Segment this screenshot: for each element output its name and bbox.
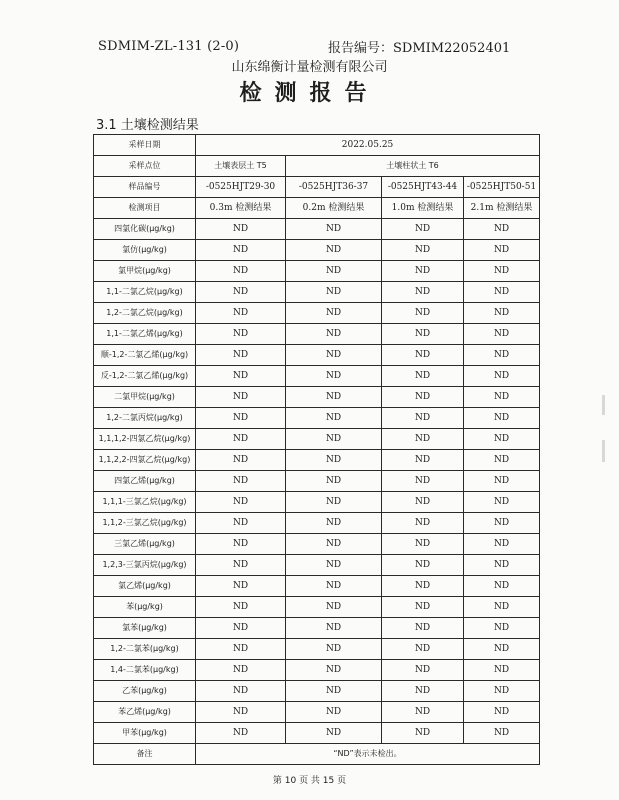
table-row <box>94 555 540 576</box>
result-value: ND <box>464 513 540 534</box>
table-row <box>94 723 540 744</box>
result-value: ND <box>196 429 286 450</box>
result-value: ND <box>286 723 382 744</box>
result-value: ND <box>196 618 286 639</box>
result-value: ND <box>286 702 382 723</box>
result-value: ND <box>464 597 540 618</box>
result-value: ND <box>464 660 540 681</box>
table-row <box>94 471 540 492</box>
report-number: 报告编号：SDMIM22052401 <box>328 41 511 56</box>
table-row <box>94 618 540 639</box>
result-value: ND <box>464 345 540 366</box>
scan-edge-mark <box>602 395 605 415</box>
result-value: ND <box>382 261 464 282</box>
result-value: ND <box>196 282 286 303</box>
result-value: ND <box>464 723 540 744</box>
table-row <box>94 408 540 429</box>
header-row-date <box>94 135 540 156</box>
header-row-sample-no <box>94 177 540 198</box>
result-value: ND <box>196 576 286 597</box>
result-value: ND <box>382 702 464 723</box>
result-value: ND <box>464 324 540 345</box>
table-row <box>94 639 540 660</box>
result-value: ND <box>382 345 464 366</box>
result-value: ND <box>196 387 286 408</box>
result-value: ND <box>464 639 540 660</box>
item-name: 氯乙烯(μg/kg) <box>94 576 196 597</box>
item-name: 1,4-二氯苯(μg/kg) <box>94 660 196 681</box>
result-value: ND <box>286 240 382 261</box>
item-name: 1,1,1-三氯乙烷(μg/kg) <box>94 492 196 513</box>
result-value: ND <box>286 639 382 660</box>
document-code: SDMIM-ZL-131 (2-0) <box>98 39 240 54</box>
sampling-date: 2022.05.25 <box>196 135 540 156</box>
row-label-point: 采样点位 <box>94 156 196 177</box>
table-row <box>94 240 540 261</box>
result-value: ND <box>196 303 286 324</box>
sample-number: -0525HJT29-30 <box>196 177 286 198</box>
result-value: ND <box>464 702 540 723</box>
soil-results-table <box>93 134 540 765</box>
item-name: 1,1-二氯乙烷(μg/kg) <box>94 282 196 303</box>
result-value: ND <box>382 366 464 387</box>
result-value: ND <box>382 555 464 576</box>
item-name: 氯甲烷(μg/kg) <box>94 261 196 282</box>
row-label-remark: 备注 <box>94 744 196 765</box>
remark-text: “ND”表示未检出。 <box>196 744 540 765</box>
section-title: 3.1 土壤检测结果 <box>96 118 199 133</box>
result-value: ND <box>286 681 382 702</box>
table-row <box>94 324 540 345</box>
result-value: ND <box>196 492 286 513</box>
item-name: 1,2-二氯苯(μg/kg) <box>94 639 196 660</box>
result-value: ND <box>196 702 286 723</box>
result-value: ND <box>286 303 382 324</box>
result-value: ND <box>286 513 382 534</box>
result-value: ND <box>382 219 464 240</box>
result-value: ND <box>464 471 540 492</box>
item-name: 顺-1,2-二氯乙烯(μg/kg) <box>94 345 196 366</box>
result-value: ND <box>382 723 464 744</box>
result-value: ND <box>382 387 464 408</box>
result-value: ND <box>464 681 540 702</box>
result-value: ND <box>382 597 464 618</box>
item-name: 1,2-二氯丙烷(μg/kg) <box>94 408 196 429</box>
result-value: ND <box>196 324 286 345</box>
result-value: ND <box>382 513 464 534</box>
table-row <box>94 534 540 555</box>
result-value: ND <box>286 408 382 429</box>
item-name: 1,2,3-三氯丙烷(μg/kg) <box>94 555 196 576</box>
table-row <box>94 576 540 597</box>
result-value: ND <box>196 345 286 366</box>
item-name: 三氯乙烯(μg/kg) <box>94 534 196 555</box>
page-footer: 第 10 页 共 15 页 <box>272 776 347 786</box>
result-value: ND <box>382 618 464 639</box>
table-row <box>94 219 540 240</box>
result-value: ND <box>286 660 382 681</box>
table-row <box>94 261 540 282</box>
result-value: ND <box>286 345 382 366</box>
result-value: ND <box>196 660 286 681</box>
result-value: ND <box>382 471 464 492</box>
table-row <box>94 597 540 618</box>
row-label-sample-no: 样品编号 <box>94 177 196 198</box>
result-value: ND <box>196 408 286 429</box>
result-value: ND <box>286 534 382 555</box>
row-label-item: 检测项目 <box>94 198 196 219</box>
result-value: ND <box>196 597 286 618</box>
row-label-date: 采样日期 <box>94 135 196 156</box>
table-row <box>94 303 540 324</box>
result-value: ND <box>196 534 286 555</box>
item-name: 1,1,2-三氯乙烷(μg/kg) <box>94 513 196 534</box>
company-name: 山东绵衡计量检测有限公司 <box>231 60 388 75</box>
result-value: ND <box>196 240 286 261</box>
sampling-point-t6: 土壤柱状土 T6 <box>286 156 540 177</box>
item-name: 四氯化碳(μg/kg) <box>94 219 196 240</box>
item-name: 氯苯(μg/kg) <box>94 618 196 639</box>
sample-number: -0525HJT50-51 <box>464 177 540 198</box>
result-header: 2.1m 检测结果 <box>464 198 540 219</box>
scan-edge-mark <box>602 440 605 462</box>
result-value: ND <box>286 324 382 345</box>
result-value: ND <box>464 219 540 240</box>
result-value: ND <box>382 240 464 261</box>
table-row <box>94 492 540 513</box>
result-value: ND <box>464 408 540 429</box>
table-row <box>94 429 540 450</box>
result-value: ND <box>464 555 540 576</box>
result-value: ND <box>196 261 286 282</box>
table-row <box>94 660 540 681</box>
result-value: ND <box>196 513 286 534</box>
table-row <box>94 366 540 387</box>
result-value: ND <box>286 366 382 387</box>
remark-row <box>94 744 540 765</box>
item-name: 苯(μg/kg) <box>94 597 196 618</box>
result-value: ND <box>464 534 540 555</box>
result-value: ND <box>286 492 382 513</box>
result-header: 0.2m 检测结果 <box>286 198 382 219</box>
item-name: 1,1,1,2-四氯乙烷(μg/kg) <box>94 429 196 450</box>
result-value: ND <box>382 534 464 555</box>
result-value: ND <box>382 324 464 345</box>
result-value: ND <box>196 555 286 576</box>
sample-number: -0525HJT43-44 <box>382 177 464 198</box>
table-row <box>94 450 540 471</box>
result-value: ND <box>286 261 382 282</box>
item-name: 甲苯(μg/kg) <box>94 723 196 744</box>
result-value: ND <box>464 429 540 450</box>
result-value: ND <box>196 219 286 240</box>
item-name: 1,1,2,2-四氯乙烷(μg/kg) <box>94 450 196 471</box>
result-value: ND <box>286 450 382 471</box>
result-value: ND <box>382 303 464 324</box>
result-value: ND <box>382 639 464 660</box>
sampling-point-t5: 土壤表层土 T5 <box>196 156 286 177</box>
result-value: ND <box>286 618 382 639</box>
item-name: 四氯乙烯(μg/kg) <box>94 471 196 492</box>
result-value: ND <box>196 450 286 471</box>
result-value: ND <box>286 576 382 597</box>
result-header: 1.0m 检测结果 <box>382 198 464 219</box>
result-value: ND <box>464 618 540 639</box>
result-value: ND <box>382 576 464 597</box>
result-value: ND <box>382 492 464 513</box>
item-name: 1,2-二氯乙烷(μg/kg) <box>94 303 196 324</box>
header-row-point <box>94 156 540 177</box>
result-value: ND <box>464 303 540 324</box>
result-value: ND <box>196 723 286 744</box>
item-name: 二氯甲烷(μg/kg) <box>94 387 196 408</box>
sample-number: -0525HJT36-37 <box>286 177 382 198</box>
table-row <box>94 282 540 303</box>
result-value: ND <box>286 219 382 240</box>
result-value: ND <box>464 450 540 471</box>
result-value: ND <box>464 576 540 597</box>
result-value: ND <box>196 471 286 492</box>
result-value: ND <box>286 597 382 618</box>
table-row <box>94 681 540 702</box>
item-name: 氯仿(μg/kg) <box>94 240 196 261</box>
result-value: ND <box>286 471 382 492</box>
result-value: ND <box>382 450 464 471</box>
item-name: 反-1,2-二氯乙烯(μg/kg) <box>94 366 196 387</box>
result-value: ND <box>286 429 382 450</box>
item-name: 1,1-二氯乙烯(μg/kg) <box>94 324 196 345</box>
result-value: ND <box>464 387 540 408</box>
table-row <box>94 387 540 408</box>
result-value: ND <box>382 660 464 681</box>
table-row <box>94 345 540 366</box>
result-value: ND <box>464 492 540 513</box>
result-value: ND <box>382 282 464 303</box>
result-value: ND <box>286 282 382 303</box>
result-value: ND <box>286 387 382 408</box>
table-row <box>94 513 540 534</box>
result-value: ND <box>196 681 286 702</box>
result-value: ND <box>382 429 464 450</box>
item-name: 乙苯(μg/kg) <box>94 681 196 702</box>
item-name: 苯乙烯(μg/kg) <box>94 702 196 723</box>
table-row <box>94 702 540 723</box>
result-value: ND <box>286 555 382 576</box>
result-value: ND <box>196 366 286 387</box>
result-value: ND <box>464 366 540 387</box>
report-title: 检测报告 <box>239 81 380 106</box>
result-value: ND <box>382 408 464 429</box>
result-value: ND <box>464 282 540 303</box>
result-value: ND <box>464 240 540 261</box>
result-value: ND <box>196 639 286 660</box>
header-row-item <box>94 198 540 219</box>
result-value: ND <box>382 681 464 702</box>
result-value: ND <box>464 261 540 282</box>
result-header: 0.3m 检测结果 <box>196 198 286 219</box>
